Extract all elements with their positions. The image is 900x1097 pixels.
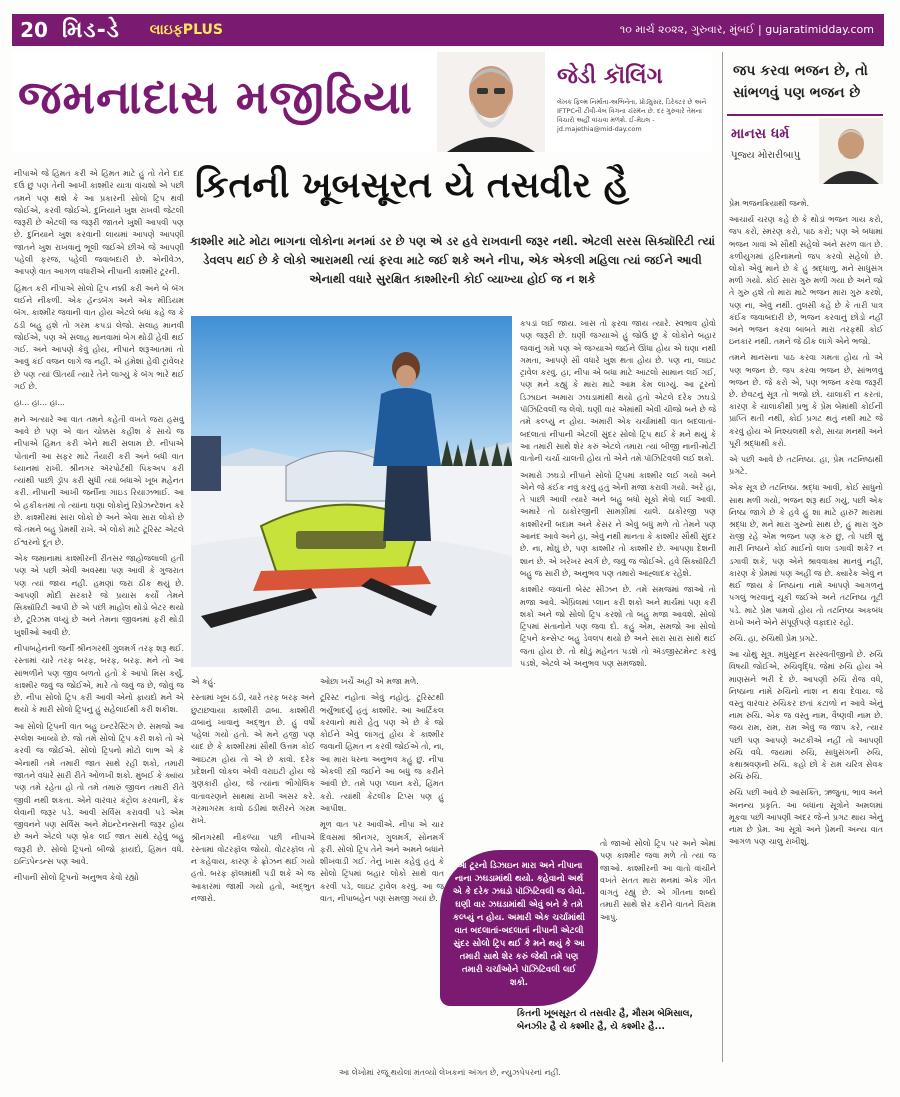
dateline: ૧૦ માર્ચ ૨૦૨૨, ગુરુવાર, મુંબઈ | gujaratimidday.com (619, 23, 874, 36)
article-paragraph: આ સોલો ટ્રિપની વાત બહુ ઇન્ટરેસ્ટિંગ છે. સમજો આ સ્પ્લેશ આવ્યો છે. જો તમે સોલો ટ્રિપ કરી શકો તો એ કરવી જ જોઈએ. સોલો ટ્રિપનો મોટો લાભ એ કે એનાથી તમે તમારી જાત સાથે રહી શકો, તમારી જાતને વધારે સારી રીતે ઓળખી શકો. મુંબઈ કે ક્યાંય પણ તમે રહેતા હો તો તમે તમારું જીવન તમારી રીતે જીવી નથી શકતા. એને વારંવાર કંટ્રોલ કરવાની, ક્રેક લેવાની જરૂર પડે. આવી સર્વિસ કરાવવી પડે એમ જીવનને પણ સર્વિસ અને મેઇન્ટેનન્સની જરૂર હોય છે અને એટલે પણ બ્રેક લઈ જાત સાથે રહેવું બહુ જરૂરી છે. સોલો ટ્રિપનો બીજો ફાયદો, હિંમત વધે. ઇન્ડિપેન્ડન્સ પણ આવે. (14, 721, 184, 867)
song-lyrics: કિતની ખૂબસૂરત યે તસવીર હૈ, મૌસમ બેમિસાલ, બેનઝીર હૈ યે કશ્મીર હૈ, યે કશ્મીર હૈ... (517, 1009, 693, 1032)
article-paragraph: નીપાએ જે હિંમત કરી એ હિંમત માટે હું તો તેને દાદ દઉં છું પણ તેની આખી કાશ્મીર યાત્રા વાંચશો એ પછી તમને પણ થશે કે આ પ્રકારની સોલો ટ્રિપ થવી જોઈએ, કરવી જોઈએ. દુનિયાને ખુશ રાખવી જેટલી જરૂરી છે એટલી જ જરૂરી જાતને ખુશી આપવી પણ છે. દુનિયાને ખુશ કરવાની લાયમાં આપણે આપણી જાતને ખુશ રાખવાનું ભૂલી જઈએ છીએ જે આપણી પહેલી ફરજ, પહેલી જવાબદારી છે. એનીવેઝ, આપણે વાત આગળ વધારીએ નીપાની કાશ્મીર ટૂરની. (14, 169, 184, 277)
sidebar-paragraph: પ્રેમ ભજનક્રિયાથી જન્મે. (729, 199, 810, 208)
sidebar-paragraph: એ પછી આવે છે તટનિષ્ઠા. હા, પ્રેમ તટનિષ્ઠાથી પ્રગટે. (729, 455, 883, 477)
snowmobile-photo (191, 316, 512, 667)
article-paragraph: ટૂરિસ્ટ નહોતા એવું નહોતું. ટૂરિસ્ટથી ભર્યુંભાદર્યું હતું કાશ્મીર. આ આર્ટિકલ કરવાનો મારો હેતુ પણ એ છે કે જો કોઈને એવું લાગતું હોય કે કાશ્મીર જવાની હિંમત ન કરવી જોઈએ તો, ના, આ મારા ધરના અનુભવ કહું છું. નીપા એકલી સ્ત્રી જઈને આ બધું જ કરીને આવી છે. તમે પણ પ્લાન કરો, હિંમત કરો. ત્યાંથી કેટલીક ટિપ્સ પણ હું આપીશ. (320, 693, 444, 813)
article-column-2a (191, 676, 315, 1061)
article-paragraph: એક જમાનામાં કાશ્મીરની રીતસર જાહોજલાલી હતી પણ એ પછી એવી અવસ્થા પણ આવી કે ગુજરાત પણ ત્યાં જાય નહીં. હમણાં જરા ઠીક થયું છે. આપણી મોદી સરકારે જે પ્રયાસ કર્યો તેમને સિક્યૉરિટી આપી છે એ પછી માહોલ થોડો બેટર થયો છે, ટૂરિઝમ વધ્યું છે અને તેમના જીવનમાં ફરી થોડી ખુશીઓ આવી છે. (14, 553, 184, 637)
sidebar-body (729, 198, 883, 848)
article-paragraph: શ્રીનગરથી નીકળ્યા પછી નીપાએ રસ્તામાં વોટરફૉલ જોયો. વોટરફૉલ તો ન કહેવાય, કારણ કે ફ્રોઝન થઈ ગયો હતો. બરફ ફૉલમાંથી પડી શકે એ જ આકારમાં જામી ગયો હતો, અદ્ભુત નજારો. (191, 832, 315, 904)
header-bar (12, 14, 884, 46)
article-column-2b (320, 676, 444, 1061)
article-paragraph: કાશ્મીર જવાની બેસ્ટ સીઝન છે. તમે સમજમાં જાઓ તો મજા આવે. એપ્રિલમાં પ્લાન કરી શકો અને માર્ચમાં પણ કરી શકો અને જો સોલો ટ્રિપ કરશો તો બહુ મજા આવશે. સોલો ટ્રિપમાં સંતાનોને પણ જવા દો. કહું એમ, સમજો આ સોલો ટ્રિપને કન્સેપ્ટ બહુ ડેવલપ થયો છે અને સારા સારા સાથે થઈ જતા હોય છે. તો થોડું મહેનત પડશે તો ઍડજીસ્ટમેન્ટ કરવું પડશે, એટલે એ અનુભવ પણ સમજશો. (520, 585, 716, 669)
columnist-photo (819, 118, 883, 184)
article-paragraph: મૂળ વાત પર આવીએ. નીપા એ ચાર દિવસમાં શ્રીનગર, ગુલમર્ગ, સોનમર્ગ ફરી. સોલો ટ્રિપ તેને અને અમને બધાંને શીખવાડી ગઈ. તેનું ખાસ કહેવું હતું કે સોલો ટ્રિપમાં બહાર લોકો સાથે વાત કરવી પડે, લાઇટ ટ્રાવેલ કરવું. આ જ વાત, નીપાબહેન પણ સમજી ગયાં છે. (320, 820, 444, 904)
article-paragraph: કપડાં લઈ જાય. ખાસ તો ફરવા જાય ત્યારે. સ્વભાવ હોવો પણ જરૂરી છે. ઘણી જગ્યાએ હું જોઉં છું કે લોકોને બહાર જવાનું ગમે પણ એ જગ્યાએ જઈને ઊંધા હોય એ ઘણા નથી ગમતા, આપણે સૌ વધારે ખુશ થતા હોય છે. પણ ના, લાઇટ ટ્રાવેલ કરવું. હા, નીપા એ બધા માટે આટલો સામાન લઈ ગઈ, પણ મને કહ્યું કે મારા માટે આમ કેમ લાગ્યું. આ ટૂરનો ડિઝાઇન અમારા ઝઘડામાંથી થયો હતો એટલે દરેક ઝઘડો પૉઝિટિવલી જ લેવો. ઘણી વાર એમાંથી એવી ચીજો બને છે જે તમે કલ્પ્યું ન હોય. અમારી એક ચર્ચામાંથી વાત બદલાતાં-બદલાતાં નીપાની એટલી સુંદર સોલો ટ્રિપ થઈ કે મને થયું કે આ તમારી સાથે શેર કરું એટલે તમારા ત્યાં બીજી નાની-મોટી વાતોની ચર્ચા ચાલતી હોય તો એને તમે પૉઝિટિવલી લઈ શકો. (520, 319, 716, 464)
article-paragraph: મને અત્યારે આ વાત તમને કહેતી વખતે જરા હસવું આવે છે પણ એ વાત ચોક્કસ કહીશ કે સાચે જ નીપાએ હિંમત કરી એને મારી સલામ છે. નીપાએ પોતાની આ સફર માટે તૈયારી કરી અને બધી વાત ધ્યાનમાં રાખી. શ્રીનગર ઍરપોર્ટથી પિકઅપ કરી ત્યાંથી પાછી ડ્રૉપ કરી સુધી ત્યાં બધાએ ખૂબ મહેનત કરી. નીપાની આખી જર્નીના ગાઇડ રિયાઝભાઈ. આ બે હકીકતમાં તો ત્યાંના ઘણા લોકોનું રિપ્રેઝન્ટેશન કરે છે. કાશ્મીરમાં સારા લોકો છે અને એવા સારા લોકો છે જે તમને બહુ પ્રેમથી રાખે. એ લોકો માટે ટૂરિસ્ટ એટલે ઈશ્વરનો દૂત છે. (14, 414, 184, 547)
newspaper-logo: મિડ-ડે (62, 17, 120, 43)
article-column-1 (14, 168, 184, 1060)
page-number: 20 (20, 18, 48, 42)
article-headline: કિતની ખૂબસૂરત યે તસવીર હૈ (195, 165, 630, 206)
sidebar-quote: જપ કરવા ભજન છે, તો સાંભળવું પણ ભજન છે (733, 63, 868, 101)
sidebar-column-header (727, 114, 883, 186)
article-paragraph: એ કહું. (191, 677, 216, 686)
page-footer: આ લેખોમાં રજૂ થયેલાં મંતવ્યો લેખકનાં અંગત છે, ન્યુઝપેપરનાં નહીં. (339, 1068, 561, 1077)
author-name: જેડી કૉલિંગ (557, 64, 663, 89)
article-paragraph: નીપાની સોલો ટ્રિપનો અનુભવ કેવો રહ્યો (14, 873, 139, 883)
article-column-3b (600, 838, 716, 978)
column-masthead (12, 52, 712, 152)
sidebar-paragraph: આચાર્ય ચરણ કહે છે કે થોડાં ભજન ગાય કરો, જપ કરો, સ્મરણ કરો, પાઠ કરો; પણ એ બધામાં ભજન ગાવાં એ સૌથી સહેલો અને સરળ વાત છે. કળીયુગમાં હરિનામનો જપ કરવો સહેલો છે. લોકો એવું માને છે કે હું શ્રદ્ધાળુ, મને સાધુસંગ મળી ગયો. કોઈ સારા ગુરુ મળી ગયા છે અને જો તે ગુરુ હશે તો મારા માટે ભજન મારા ગુરુ કરશે, પણ ના, એવું નથી. તુલસી કહે છે કે તારી પાત્ર કંઈક જવાબદારી છે, ભજન કરવાનું છોડો નહીં અને ભજન કરવા બાબતે મારા તરફથી કોઈ ઇનકાર નથી. તમને જે ઠીક લાગે એને ભજો. (729, 215, 883, 347)
article-paragraph: હા... હા... હા... (14, 398, 65, 408)
section-name: લાઇફPLUS (149, 22, 223, 38)
article-paragraph: હિંમત કરી નીપાએ સોલો ટ્રિપ નક્કી કરી અને બે બૅગ લઈને નીકળી. એક હૅન્ડબૅગ અને એક મીડિયમ બૅગ. કાશ્મીર જવાની વાત હોય એટલે બધા કહે જ કે ઠંડી બહુ હશે તો ગરમ કપડાં લેજો. સલાહ માનવી જોઈએ, પણ એ સલાહ માનવામાં બેગ થોડી હેવી થઈ ગઈ. અને આપણે કેવું હોય, નીપાને શરૂઆતમાં તો આવું કંઈ વજન લાગે જ નહીં. એ હંમેશાં હેવી ટ્રાવેલર છે પણ ત્યાં ઊતર્યા ત્યારે તેને લાગ્યું કે બૅગ ભારે થઈ ગઈ છે. (14, 283, 184, 392)
sidebar-paragraph: આ ચોથું સૂત્ર. મધુસૂદન સરસ્વતીજીનો છે. રુચિ વિષયી જોઈએ, રુચિવૃદ્ધિ. જેમાં રુચિ હોય એ માણસને ભરી દે છે. આપણી રુચિ રોજ વધે, નિષ્ઠાના નામે રુચિનો નાશ ન થવા દેવાય. જે વસ્તુ વારંવાર રુચિકર છતાં કંટાળો ન આવે એનું નામ રુચિ. એક જ વસ્તુ નામ, વૈષ્ણવી નામ છે. જય રામ, રામ, રામ એવું જ જાપ કરે, ત્યાર પછી પણ આપણે અટકીએ નહીં તો આપણી રુચિ વધે. જયમાં રુચિ, સાધુસંગની રુચિ, કથાશ્રવણની રુચિ. કહો છો કે રામ ચરિત્ર સેવક રુચિ રુચિ. (729, 650, 883, 782)
article-paragraph: નીપાબહેનની જર્ની શ્રીનગરથી ગુલમર્ગ તરફ શરૂ થઈ. રસ્તામાં ચારે તરફ બરફ, બરફ, બરફ. મને તો આ સાંભળીને પણ જીવ બળતો હતો કે આપો મિસ કર્યું. કાશ્મીર જવું જ જોઈએ, મારે તો જવું જ છે, જોવું જ છે. નીપા સોલો ટ્રિપ કરી આવી એનો ફાયદો મને એ થયો કે મારી સોલો ટ્રિપનું હું સહેલાઈથી કરી શકીશ. (14, 643, 184, 715)
pull-quote: આ ટૂરનો ડિઝાઇન મારા અને નીપાના નાના ઝઘડામાંથી થયો. કહેવાનો અર્થ એ કે દરેક ઝઘડો પૉઝિટિવલી જ લેવો. ઘણી વાર ઝઘડામાંથી એવું બને કે તમે કલ્પ્યું ન હોય. અમારી એક ચર્ચામાંથી વાત બદલાતાં-બદલાતાં નીપાની એટલી સુંદર સોલો ટ્રિપ થઈ કે મને થયું કે આ તમારી સાથે શેર કરું જેથી તમે પણ તમારી ચર્ચાઓને પૉઝિટિવલી લઈ શકો. (440, 850, 598, 1006)
article-paragraph: રસ્તામાં ખૂબ ઠંડી, ચારે તરફ બરફ અને છુટાછવાયા કાશ્મીરી ઢાબા. કાશ્મીરી ઢાબાનું ખાવાનું અદ્ભુત છે. હું વર્ષો પહેલાં ગયો હતો. એ મને હજી પણ યાદ છે કે કાશ્મીરમાં સૌથી ઉત્તમ કોઈ આઇટમ હોય તો એ છે કાવો. દરેક પ્રદેશની લોકલ એવી વરાઇટી હોય જે ગુણકારી હોય, જે ત્યાંના ભૌગોલિક વાતાવરણને સાથમાં રાખી અસર કરે. ગરમાગરમ કાવો ઠંડીમાં શરીરને ગરમ રાખે. (191, 693, 315, 826)
article-column-3 (520, 318, 716, 838)
author-photo (437, 52, 545, 152)
author-bio: લેખક ફિલ્મ નિર્માતા-અભિનેતા, પ્રોડ્યુસર, ડિરેક્ટર છે અને IFTPCની ટીવી-વેબ વિંગના ચૅરમૅન છે. દર ગુરુવારે તેમના વિચારો અહીં વાંચવા મળશે. ઈ-મેઇલ - jd.majethia@mid-day.com (557, 98, 707, 133)
article-deck: કાશ્મીર માટે મોટા ભાગના લોકોના મનમાં ડર છે પણ એ ડર હવે રાખવાની જરૂર નથી. એટલી સરસ સિક્યૉરિટી ત્યાં ડેવલપ થઈ છે કે લોકો આરામથી ત્યાં ફરવા માટે જઈ શકે અને નીપા, એક એકલી મહિલા ત્યાં જઈને આવી એનાથી વધારે સુરક્ષિત કાશ્મીરની કોઈ વ્યાખ્યા હોઈ જ ન શકે (190, 234, 715, 286)
sidebar-paragraph: રુચિ પછી આવે છે આસક્તિ, ઋજુતા, ભાવ અને અનન્ય પ્રકૃતિ. આ બધાંના સૂત્રોને અમલમાં મૂકવા પછી આપણી અંદર જે-ને પ્રગટ થાય એનું નામ છે પ્રેમ. આ સૂત્રો અને પ્રેમની અન્ય વાત આગળ પણ ચાલુ રાખીશું. (729, 788, 883, 847)
article-paragraph: અમારો ઝઘડો નીપાને સોલો ટ્રિપમાં કાશ્મીર લઈ ગયો અને એને જે કંઈક નવું કરવું હતું એની મજા કરાવી ગયો. અરે હા, તે પાછી આવી ત્યારે અને બહુ બધો સૂકો મેવો લઈ આવી. અમારે તો ઠાકોરજીની સામગ્રીમાં ચાલે. ઠાકોરજી પણ કાશ્મીરની બદામ અને કેસર ને એવું બધું મળે તો તેમને પણ આનંદ આવે અને હા, એવું નથી માનતા કે કાશ્મીર સૌથી સુંદર છે. ના, મોંઘું છે, પણ કાશ્મીર તો કાશ્મીર છે. આપણા દેશની શાન છે. એ ખરેખર સ્વર્ગ છે, જવું જ જોઈએ. હવે સિક્યૉરિટી બહુ જ સારી છે, અનુભવ પણ તમારો આહ્લાદક રહેશે. (520, 470, 716, 578)
column-title: જમનાદાસ મજીઠિયા (18, 70, 413, 124)
sidebar-paragraph: એક સૂત્ર છે તટનિષ્ઠા. શ્રદ્ધા આવી, કોઈ સાધુનો સાથ મળી ગયો, ભજન શરૂ થઈ ગયું, પછી એક નિષ્ઠા જાગે છે કે હવે હું શા માટે હારું? મારામાં શ્રદ્ધા છે, મને મારા ગુરુનો સાથ છે, હું મારા ગુરુ રાજી રહે એમ ભજન પણ કરું છું, તો પછી શું મારી નિષ્ઠાને કોઈ માઈનો લાલ ડગાવી શકે? ન ડગાવી શકે, પણ એને શ્રાવવાક્ય માનવું નહીં, કારણ કે પ્રેમમાં પણ અહીં જ છે. ક્યારેક એવું ન થઈ જાય કે નિષ્ઠાના નામે આપણે આગળનું પગલું ભરવાનું ચૂકી જઈએ અને તટનિષ્ઠા તૂટી પડે. માટે પ્રેમ પામવો હોય તો તટનિષ્ઠા અકબંધ રાખો અને એને સંપૂર્ણપણે વફાદાર રહો. (729, 483, 883, 627)
sidebar-column-author: પૂજ્ય મોરારીબાપુ (731, 150, 801, 161)
sidebar-column-title: માનસ ધર્મ (731, 126, 790, 142)
article-paragraph: તો જાઓ સોલો ટ્રિપ પર અને એમાં પણ કાશ્મીર જવા મળે તો ત્યાં જ જાઓ. કાશ્મીરની આ વાતો વાંચીને વખતે સતત મારા મનમાં એક ગીત વાગતું રહ્યું છે. એ ગીતના શબ્દો તમારી સાથે શેર કરીને વાતને વિરામ આપું. (600, 839, 716, 922)
sidebar-column (722, 52, 889, 1062)
sidebar-paragraph: રુચિ. હા, રુચિથી પ્રેમ પ્રગટે. (729, 633, 818, 643)
sidebar-paragraph: તમને માનસના પાઠ કરવા ગમતા હોય તો એ પણ ભજન છે. જપ કરવા ભજન છે, સાંભળવું ભજન છે. જે કરો એ, પણ ભજન કરવા જરૂરી છે. છેવટનું સૂત્ર તો ભજો છો. ચાલાકી ન કરતાં, કારણ કે ચાલાકીથી પ્રભુ કે પ્રેમ બેમાંથી કોઈની પ્રાપ્તિ થતી નથી, કોઈ પ્રગટ થતું નથી માટે જે કરવું હોય એ નિશ્ચલથી કરો, સાચા મનથી અને પૂરી શ્રદ્ધાથી કરો. (729, 353, 883, 448)
article-paragraph: ઓછા ખર્ચે અહીં એ મજા મળે. (320, 677, 419, 686)
